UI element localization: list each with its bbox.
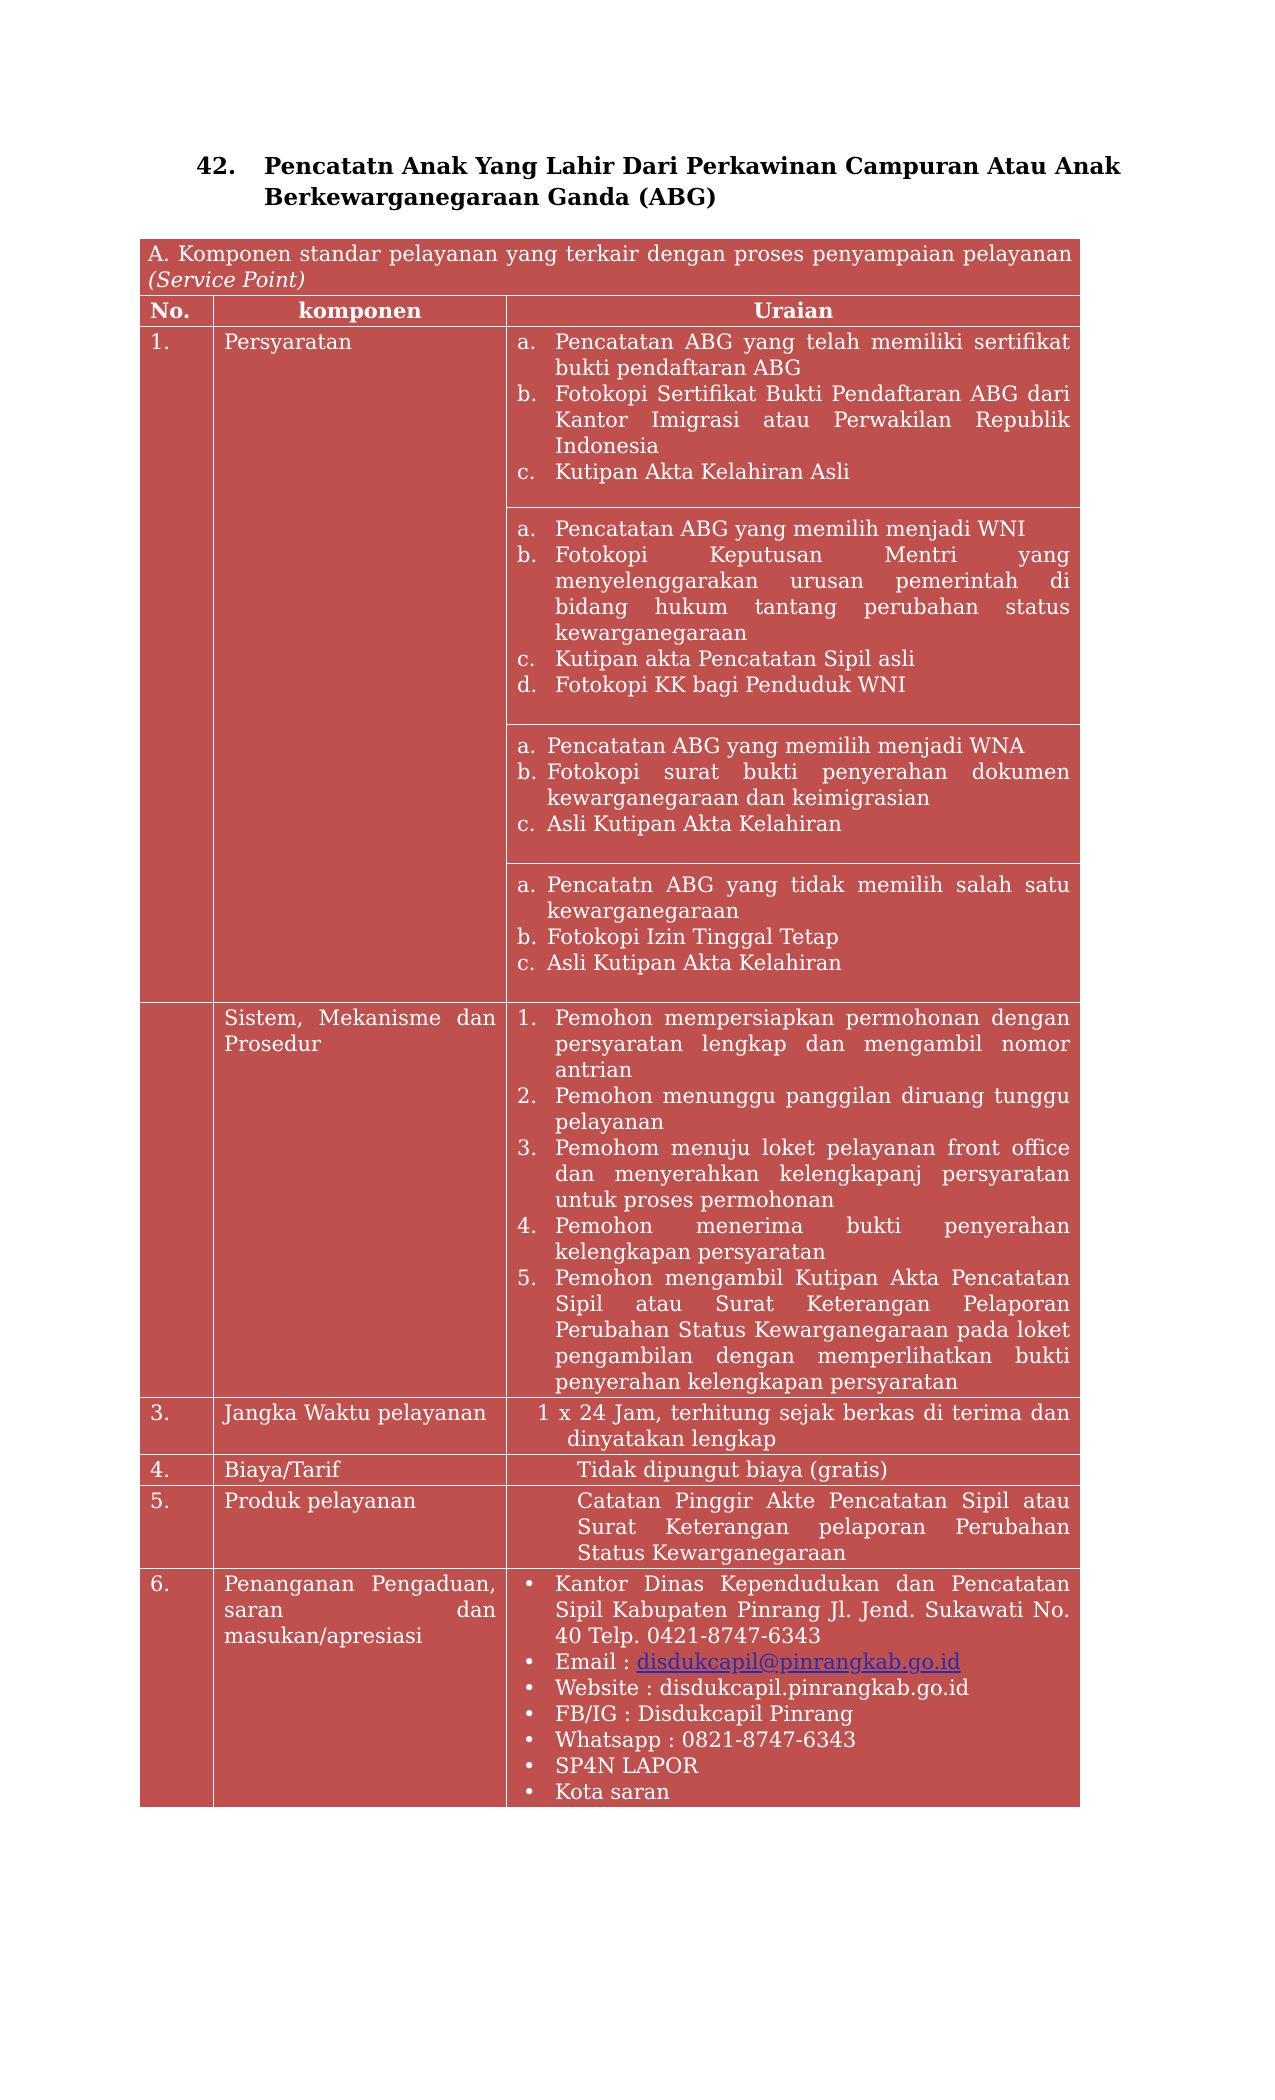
list-item: b. Fotokopi surat bukti penyerahan dokumen kewarganegaraan dan keimigrasian: [517, 760, 1070, 810]
heading-number: 42.: [196, 153, 237, 180]
sistem-no: [140, 1003, 214, 1398]
list-item: 3. Pemohom menuju loket pelayanan front office dan menyerahkan kelengkapanj persyaratan untuk proses permohonan: [517, 1136, 1070, 1212]
heading-title: Pencatatn Anak Yang Lahir Dari Perkawinan Campuran Atau Anak Berkewarganegaraan Ganda (ABG): [264, 153, 1121, 211]
list-item: b. Fotokopi Izin Tinggal Tetap: [517, 925, 839, 949]
section-title: A. Komponen standar pelayanan yang terkair dengan proses penyampaian pelayanan: [148, 242, 1072, 266]
list-item: • FB/IG : Disdukcapil Pinrang: [517, 1701, 1070, 1727]
bullet-icon: •: [523, 1728, 536, 1752]
requirement-group-3: [507, 724, 1080, 837]
row-jangka: [140, 1398, 1081, 1455]
list-item: a. Pencatatn ABG yang tidak memilih salah satu kewarganegaraan: [517, 873, 1070, 923]
penanganan-label: Penanganan Pengaduan, saran dan masukan/apresiasi: [214, 1569, 507, 1808]
list-item: 2. Pemohon menunggu panggilan diruang tunggu pelayanan: [517, 1084, 1070, 1134]
list-item: • SP4N LAPOR: [517, 1753, 1070, 1779]
header-row: [140, 296, 1081, 327]
list-item: • Kota saran: [517, 1779, 1070, 1805]
bullet-icon: •: [523, 1702, 536, 1726]
list-item: a. Pencatatan ABG yang memilih menjadi WNA: [517, 734, 1025, 758]
produk-text: Catatan Pinggir Akte Pencatatan Sipil atau Surat Keterangan pelaporan Perubahan Status Kewarganegaraan: [577, 1489, 1070, 1565]
biaya-value: [507, 1455, 1081, 1486]
service-standard-table: [139, 238, 1081, 1808]
produk-value: [507, 1486, 1081, 1569]
list-item: • Whatsapp : 0821-8747-6343: [517, 1727, 1070, 1753]
header-komponen: komponen: [214, 296, 507, 327]
produk-no: 5.: [140, 1486, 214, 1569]
persyaratan-label: Persyaratan: [214, 327, 507, 1003]
jangka-value: [507, 1398, 1081, 1455]
header-no: No.: [140, 296, 214, 327]
biaya-label: Biaya/Tarif: [214, 1455, 507, 1486]
list-item: • Website : disdukcapil.pinrangkab.go.id: [517, 1675, 1070, 1701]
persyaratan-uraian: [507, 327, 1081, 1003]
list-item: c. Asli Kutipan Akta Kelahiran: [517, 951, 842, 975]
list-item: c. Kutipan akta Pencatatan Sipil asli: [517, 647, 915, 671]
jangka-label: Jangka Waktu pelayanan: [214, 1398, 507, 1455]
list-item: a. Pencatatan ABG yang telah memiliki sertifikat bukti pendaftaran ABG: [517, 330, 1070, 380]
row-biaya: [140, 1455, 1081, 1486]
row-persyaratan: [140, 327, 1081, 1003]
row-produk: [140, 1486, 1081, 1569]
jangka-text: 1 x 24 Jam, terhitung sejak berkas di terima dan dinyatakan lengkap: [537, 1401, 1070, 1451]
bullet-icon: •: [523, 1780, 536, 1804]
sistem-uraian: [507, 1003, 1081, 1398]
row-sistem: [140, 1003, 1081, 1398]
section-title-italic: (Service Point): [148, 268, 306, 292]
list-item: 1. Pemohon mempersiapkan permohonan dengan persyaratan lengkap dan mengambil nomor antrian: [517, 1006, 1070, 1082]
section-row: [140, 239, 1081, 296]
persyaratan-no: 1.: [140, 327, 214, 1003]
jangka-no: 3.: [140, 1398, 214, 1455]
requirement-group-4: [507, 863, 1080, 976]
bullet-icon: •: [523, 1572, 536, 1596]
list-item: c. Kutipan Akta Kelahiran Asli: [517, 460, 850, 484]
produk-label: Produk pelayanan: [214, 1486, 507, 1569]
list-item: 5. Pemohon mengambil Kutipan Akta Pencatatan Sipil atau Surat Keterangan Pelaporan Perubahan Status Kewarganegaraan pada loket pengambilan dengan memperlihatkan bukti penyerahan kelengkapan persyaratan: [517, 1266, 1070, 1394]
sistem-label: Sistem, Mekanisme dan Prosedur: [214, 1003, 507, 1398]
list-item: c. Asli Kutipan Akta Kelahiran: [517, 812, 842, 836]
section-title-cell: [140, 239, 1081, 296]
requirement-group-1: [517, 329, 1070, 485]
biaya-text: Tidak dipungut biaya (gratis): [577, 1458, 888, 1482]
list-item: a. Pencatatan ABG yang memilih menjadi WNI: [517, 517, 1026, 541]
email-link[interactable]: disdukcapil@pinrangkab.go.id: [636, 1650, 961, 1674]
list-item: • Kantor Dinas Kependudukan dan Pencatatan Sipil Kabupaten Pinrang Jl. Jend. Sukawati No. 40 Telp. 0421-8747-6343: [517, 1571, 1070, 1649]
bullet-icon: •: [523, 1754, 536, 1778]
list-item: 4. Pemohon menerima bukti penyerahan kelengkapan persyaratan: [517, 1214, 1070, 1264]
bullet-icon: •: [523, 1676, 536, 1700]
header-uraian: Uraian: [507, 296, 1081, 327]
list-item: b. Fotokopi Keputusan Mentri yang menyelenggarakan urusan pemerintah di bidang hukum tantang perubahan status kewarganegaraan: [517, 543, 1070, 645]
penanganan-no: 6.: [140, 1569, 214, 1808]
list-item: d. Fotokopi KK bagi Penduduk WNI: [517, 673, 906, 697]
bullet-icon: •: [523, 1650, 536, 1674]
penanganan-uraian: [507, 1569, 1081, 1808]
biaya-no: 4.: [140, 1455, 214, 1486]
list-item: b. Fotokopi Sertifikat Bukti Pendaftaran ABG dari Kantor Imigrasi atau Perwakilan Republik Indonesia: [517, 382, 1070, 458]
list-item: • Email : disdukcapil@pinrangkab.go.id: [517, 1649, 1070, 1675]
row-penanganan: [140, 1569, 1081, 1808]
requirement-group-2: [507, 507, 1080, 698]
